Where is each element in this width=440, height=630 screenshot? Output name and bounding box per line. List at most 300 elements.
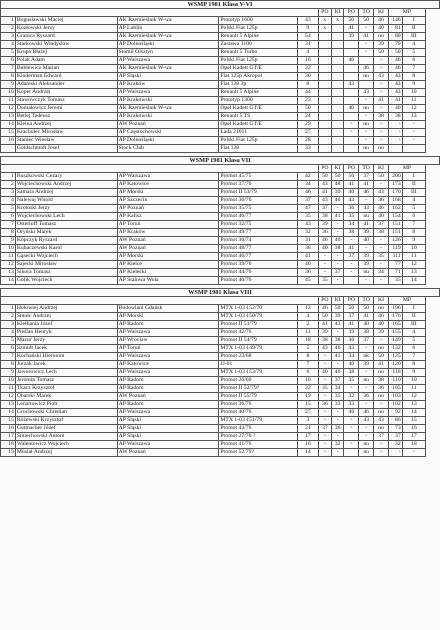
column-header: TO (359, 297, 374, 305)
round-result: 37 (344, 253, 359, 261)
club-name: AK Rzemieślnik W-wa (117, 33, 219, 41)
driver-name: Koper Andrzej (15, 89, 117, 97)
start-number: 3 (297, 417, 318, 425)
round-result: 43 (374, 417, 389, 425)
round-result: nu (359, 377, 374, 385)
round-result: 40 (359, 237, 374, 245)
table-row (1, 33, 440, 41)
round-result (331, 41, 344, 49)
round-result: 50 (359, 17, 374, 25)
round-result: 39 (374, 41, 389, 49)
round-result: 46 (374, 313, 389, 321)
round-result: 50 (344, 17, 359, 25)
round-result: - (359, 49, 374, 57)
car-model: Promot II 54/79 (219, 337, 297, 345)
car-model: JJ-01 (219, 361, 297, 369)
final-place: 6 (402, 345, 425, 353)
round-result: - (318, 377, 331, 385)
table-row (1, 189, 440, 197)
round-result: - (374, 105, 389, 113)
round-result: 35 (318, 277, 331, 285)
car-model: Promot 35/75 (219, 205, 297, 213)
round-result (331, 105, 344, 113)
club-name: AP Kielce (117, 261, 219, 269)
round-result: 35 (344, 377, 359, 385)
round-result: 41 (359, 313, 374, 321)
start-number: 24 (297, 113, 318, 121)
start-number: 8 (297, 81, 318, 89)
round-result: 35 (331, 393, 344, 401)
total-points: 41 (388, 97, 402, 105)
club-name: AP Stalowa Wola (117, 277, 219, 285)
round-result: 43 (359, 89, 374, 97)
start-number: 15 (297, 401, 318, 409)
car-model: Promot 26/69 (219, 377, 297, 385)
start-number: 6 (297, 369, 318, 377)
table-row (1, 441, 440, 449)
round-result: 37 (331, 377, 344, 385)
final-place: III (402, 321, 425, 329)
club-name: AK Rzemieślnik W-wa (117, 65, 219, 73)
final-place: - (402, 129, 425, 137)
club-name: AP Kraków (117, 81, 219, 89)
round-result: 41 (318, 189, 331, 197)
round-result: - (374, 89, 389, 97)
total-points: 151 (388, 229, 402, 237)
driver-name: Ruszkowski Cezary (15, 173, 117, 181)
total-points: 151 (388, 221, 402, 229)
round-result (331, 137, 344, 145)
round-result: - (344, 417, 359, 425)
car-model: Promot 37/76 (219, 181, 297, 189)
start-number: 27 (297, 409, 318, 417)
total-points: 149 (388, 337, 402, 345)
round-result: 40 (331, 237, 344, 245)
table-row (1, 425, 440, 433)
car-model: Promot 42/76 (219, 329, 297, 337)
car-model: Prototyp 1600 (219, 17, 297, 25)
round-result: 37 (374, 221, 389, 229)
round-result: 43 (359, 205, 374, 213)
driver-name: Kozłowski Jerzy (15, 25, 117, 33)
final-place: 6 (402, 57, 425, 65)
round-result: - (359, 129, 374, 137)
club-name: AP Dolnośląski (117, 41, 219, 49)
round-result: - (374, 181, 389, 189)
round-result: 41 (359, 221, 374, 229)
car-model: Promot 49/77 (219, 229, 297, 237)
row-position: 8 (1, 73, 16, 81)
table-row (1, 221, 440, 229)
driver-name: Śmiechowski Antoni (15, 433, 117, 441)
final-place: III (402, 33, 425, 41)
car-model: Promot 44/76 (219, 269, 297, 277)
round-result: - (344, 121, 359, 129)
start-number: 54 (297, 33, 318, 41)
round-result (331, 49, 344, 57)
round-result: - (344, 425, 359, 433)
car-model: Promot 41/76 (219, 441, 297, 449)
round-result (318, 41, 331, 49)
table-row (1, 17, 440, 25)
final-place: 4 (402, 41, 425, 49)
driver-name: Domałowicz Jeremi (15, 105, 117, 113)
driver-name: Starkowski Władysław (15, 41, 117, 49)
round-result: 43 (331, 321, 344, 329)
total-points: 38 (388, 113, 402, 121)
driver-name: Hołowiej Andrzej (15, 305, 117, 313)
column-header: MP (388, 9, 425, 17)
round-result: 40 (318, 245, 331, 253)
row-position: 16 (1, 137, 16, 145)
start-number: 12 (297, 305, 318, 313)
round-result: nu (374, 145, 389, 153)
start-number: 37 (297, 197, 318, 205)
driver-name: Polak Adam (15, 57, 117, 65)
round-result: 41 (359, 33, 374, 41)
round-result (331, 97, 344, 105)
total-points: 132 (388, 345, 402, 353)
header-spacer (1, 165, 319, 173)
round-result: - (359, 425, 374, 433)
total-points: 43 (388, 89, 402, 97)
round-result (318, 33, 331, 41)
final-place: I (402, 17, 425, 25)
table-row (1, 277, 440, 285)
driver-name: Stawowczyk Tomasz (15, 97, 117, 105)
start-number: 19 (297, 393, 318, 401)
driver-name: Gutmacher Józef (15, 425, 117, 433)
row-position: 6 (1, 57, 16, 65)
row-position: 1 (1, 17, 16, 25)
total-points: 200 (388, 173, 402, 181)
round-result: - (374, 237, 389, 245)
round-result: - (359, 197, 374, 205)
round-result: 38 (374, 377, 389, 385)
start-number: 16 (297, 57, 318, 65)
table-row (1, 329, 440, 337)
round-result (331, 129, 344, 137)
round-result: 38 (374, 113, 389, 121)
round-result: 43 (359, 417, 374, 425)
club-name: AP Lublin (117, 25, 219, 33)
table-row (1, 337, 440, 345)
round-result: 36 (344, 337, 359, 345)
final-place: - (402, 449, 425, 457)
total-points: 102 (388, 401, 402, 409)
round-result (344, 49, 359, 57)
row-position (1, 145, 16, 153)
round-result: nu (359, 105, 374, 113)
total-points: 46 (388, 65, 402, 73)
driver-name: Sikora Tomasz (15, 269, 117, 277)
driver-name: Wojciechowski Andrzej (15, 181, 117, 189)
column-header-row (1, 165, 440, 173)
round-result: 46 (318, 237, 331, 245)
club-name: AP Katowice (117, 361, 219, 369)
final-place: 14 (402, 409, 425, 417)
round-result (331, 113, 344, 121)
table-row (1, 205, 440, 213)
row-position: 13 (1, 113, 16, 121)
final-place: 5 (402, 49, 425, 57)
table-row (1, 137, 440, 145)
final-place: 12 (402, 105, 425, 113)
round-result (344, 41, 359, 49)
start-number: 27 (297, 129, 318, 137)
row-position: 7 (1, 353, 16, 361)
car-model: Promot 46/77 (219, 253, 297, 261)
column-header: MP (388, 165, 425, 173)
round-result: - (374, 57, 389, 65)
table-row (1, 369, 440, 377)
round-result: 36 (344, 205, 359, 213)
round-result: nu (359, 449, 374, 457)
table-row (1, 321, 440, 329)
round-result: 40 (344, 105, 359, 113)
round-result: 46 (331, 197, 344, 205)
table-row (1, 433, 440, 441)
column-header: PO (344, 9, 359, 17)
club-name: AK Rzemieślnik W-wa (117, 105, 219, 113)
round-result: 37 (359, 337, 374, 345)
total-points: - (388, 121, 402, 129)
round-result: 40 (344, 189, 359, 197)
round-result: - (331, 433, 344, 441)
total-points: 37 (388, 433, 402, 441)
round-result (331, 25, 344, 33)
round-result: 39 (359, 361, 374, 369)
round-result: 46 (359, 65, 374, 73)
table-row (1, 401, 440, 409)
row-position: 5 (1, 337, 16, 345)
club-name: AP Morski (117, 253, 219, 261)
round-result: nu (374, 425, 389, 433)
round-result: 37 (359, 173, 374, 181)
final-place (402, 145, 425, 153)
start-number: 31 (297, 41, 318, 49)
round-result: 46 (344, 57, 359, 65)
table-row (1, 97, 440, 105)
round-result (344, 449, 359, 457)
round-result: nu (374, 393, 389, 401)
round-result: 36 (359, 393, 374, 401)
table-row (1, 129, 440, 137)
car-model: Promot II 52/79? (219, 385, 297, 393)
round-result: 39 (331, 313, 344, 321)
column-header: KI (331, 297, 344, 305)
round-result: - (374, 129, 389, 137)
club-name: AP Radom (117, 401, 219, 409)
car-model: Renault 5 Alpine (219, 33, 297, 41)
club-name: AW Poznań (117, 245, 219, 253)
round-result (331, 73, 344, 81)
final-place: 4 (402, 197, 425, 205)
round-result: 35 (344, 213, 359, 221)
start-number: 50 (297, 105, 318, 113)
round-result: - (331, 229, 344, 237)
table-row (1, 73, 440, 81)
total-points: 146 (388, 17, 402, 25)
driver-name: Bublewicz Marian (15, 65, 117, 73)
round-result (318, 113, 331, 121)
final-place: 9 (402, 237, 425, 245)
round-result: 36 (374, 385, 389, 393)
column-header: KI (374, 297, 389, 305)
round-result: 38 (344, 229, 359, 237)
total-points: 103 (388, 393, 402, 401)
club-name: Stock Club (117, 145, 219, 153)
table-row (1, 345, 440, 353)
car-model: MTX 1-03 152/70 (219, 305, 297, 313)
total-points: 162 (388, 205, 402, 213)
final-place: 5 (402, 337, 425, 345)
row-position: 7 (1, 221, 16, 229)
total-points: 125 (388, 353, 402, 361)
total-points: 105 (388, 385, 402, 393)
round-result: - (344, 269, 359, 277)
round-result: 50 (374, 173, 389, 181)
start-number: 10 (297, 377, 318, 385)
row-position: 7 (1, 65, 16, 73)
round-result (344, 433, 359, 441)
start-number: 40 (297, 261, 318, 269)
start-number: 4 (297, 49, 318, 57)
table-row (1, 57, 440, 65)
row-position: 3 (1, 33, 16, 41)
round-result: x (318, 17, 331, 25)
car-model: MTX 1-03 151/79 (219, 417, 297, 425)
round-result (344, 277, 359, 285)
column-header: TO (359, 165, 374, 173)
car-model: Opel Kadett GT/E (219, 121, 297, 129)
column-header: KI (331, 9, 344, 17)
final-place: 10 (402, 89, 425, 97)
round-result: 43 (318, 197, 331, 205)
table-row (1, 305, 440, 313)
driver-name: Kochański Hieronim (15, 353, 117, 361)
driver-name: Bogusławski Maciej (15, 17, 117, 25)
round-result: - (359, 385, 374, 393)
club-name: AW Poznań (117, 449, 219, 457)
round-result: - (344, 441, 359, 449)
round-result: 37 (344, 313, 359, 321)
club-name: AP Kalisz (117, 213, 219, 221)
row-position: 2 (1, 181, 16, 189)
round-result: 46 (318, 305, 331, 313)
start-number: 16 (297, 441, 318, 449)
start-number: 14 (297, 449, 318, 457)
club-name: AP Śląski (117, 425, 219, 433)
round-result: nk (359, 353, 374, 361)
round-result: 34 (344, 353, 359, 361)
round-result: 41 (344, 245, 359, 253)
round-result: 38 (359, 329, 374, 337)
total-points: 165 (388, 321, 402, 329)
row-position: 1 (1, 173, 16, 181)
club-name: AP Krakowski (117, 97, 219, 105)
round-result: 50 (374, 49, 389, 57)
round-result: nu (359, 269, 374, 277)
start-number: 32 (297, 229, 318, 237)
driver-name: Gąsecki Wojciech (15, 253, 117, 261)
driver-name: Wojciechowski Lech (15, 213, 117, 221)
car-model: Promot II 53/79 (219, 189, 297, 197)
table-row (1, 449, 440, 457)
driver-name: Pieślan Henryk (15, 329, 117, 337)
club-name: AP Warszawa (117, 409, 219, 417)
round-result: nu (359, 145, 374, 153)
car-model: Promot 45/75 (219, 173, 297, 181)
round-result: - (374, 449, 389, 457)
table-row (1, 385, 440, 393)
car-model: Promot II 51/79 (219, 321, 297, 329)
table-row (1, 213, 440, 221)
table-row (1, 145, 440, 153)
car-model: Zastawa 1100 (219, 41, 297, 49)
car-model: Promot 52/79? (219, 449, 297, 457)
driver-name: Krachulec Mirosław (15, 129, 117, 137)
row-position: 9 (1, 369, 16, 377)
round-result: 46 (331, 345, 344, 353)
round-result (344, 113, 359, 121)
final-place: II (402, 181, 425, 189)
start-number: 42 (297, 173, 318, 181)
round-result: 39 (359, 229, 374, 237)
car-model: Fiat 125p Akropol (219, 73, 297, 81)
driver-name: Kopczyk Ryszard (15, 237, 117, 245)
round-result: - (374, 277, 389, 285)
total-points: 50 (388, 49, 402, 57)
round-result: 34 (374, 269, 389, 277)
total-points: 176 (388, 313, 402, 321)
column-header: PO (344, 165, 359, 173)
driver-name: Grochowski Christian (15, 409, 117, 417)
start-number: 4 (297, 313, 318, 321)
car-model: MTX 1-03 149/79 (219, 345, 297, 353)
column-header: KI (374, 9, 389, 17)
column-header: TO (359, 9, 374, 17)
total-points: 154 (388, 213, 402, 221)
row-position: 19 (1, 449, 16, 457)
round-result: 43 (374, 73, 389, 81)
total-points: 43 (388, 73, 402, 81)
club-name: AP Radom (117, 321, 219, 329)
round-result: - (331, 449, 344, 457)
total-points: 46 (388, 57, 402, 65)
round-result: 41 (359, 181, 374, 189)
driver-name: Kleina Andrzej (15, 121, 117, 129)
round-result: - (359, 433, 374, 441)
total-points: 111 (388, 253, 402, 261)
round-result: - (331, 261, 344, 269)
start-number: 44 (297, 89, 318, 97)
round-result: 50 (318, 173, 331, 181)
round-result: 35 (374, 253, 389, 261)
table-row (1, 181, 440, 189)
round-result: - (359, 345, 374, 353)
car-model: Promot 23/68 (219, 353, 297, 361)
round-result: 40 (331, 369, 344, 377)
round-result: - (318, 393, 331, 401)
total-points: 196 (388, 305, 402, 313)
round-result: - (374, 81, 389, 89)
start-number: 43 (297, 17, 318, 25)
row-position: 3 (1, 189, 16, 197)
total-points: 170 (388, 189, 402, 197)
total-points: 173 (388, 181, 402, 189)
table-row (1, 253, 440, 261)
